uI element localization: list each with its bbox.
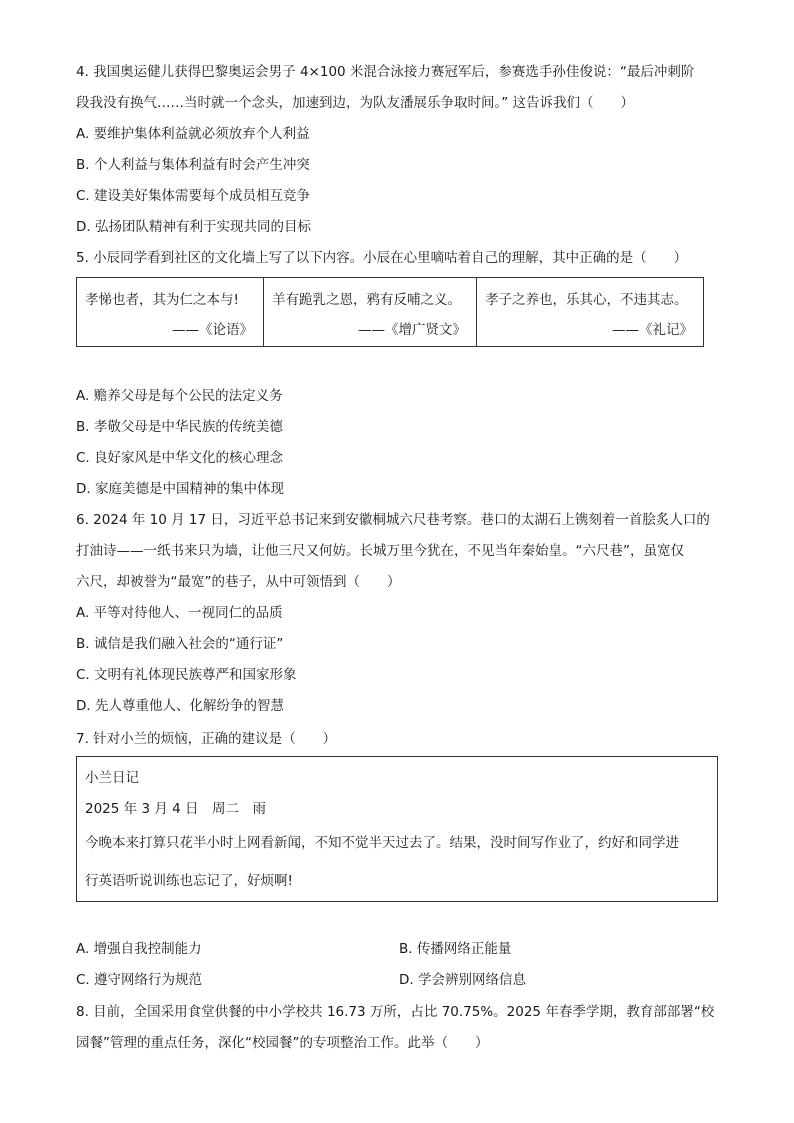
q5-cell-lunyu [77, 278, 264, 346]
q6-option-a: A. 平等对待他人、一视同仁的品质 [76, 605, 283, 621]
q4-option-c: C. 建设美好集体需要每个成员相互竞争 [76, 188, 311, 204]
q5-quote-table [76, 277, 704, 347]
q7-option-c: C. 遵守网络行为规范 [76, 972, 203, 988]
q7-diary-box [76, 756, 718, 902]
q8-stem-line2: 园餐”管理的重点任务，深化“校园餐”的专项整治工作。此举（ ） [76, 1035, 489, 1051]
q5-cell-liji [477, 278, 703, 346]
q5-source-3: ——《礼记》 [612, 322, 693, 338]
diary-line1: 今晚本来打算只花半小时上网看新闻，不知不觉半天过去了。结果，没时间写作业了，约好和同学进 [85, 835, 679, 851]
q7-stem: 7. 针对小兰的烦恼，正确的建议是（ ） [76, 731, 337, 747]
q5-option-b: B. 孝敬父母是中华民族的传统美德 [76, 419, 283, 435]
diary-title: 小兰日记 [85, 770, 139, 786]
q6-stem-line2: 打油诗——一纸书来只为墙，让他三尺又何妨。长城万里今犹在，不见当年秦始皇。“六尺巷”，虽宽仅 [76, 543, 684, 559]
q5-quote-3: 孝子之养也，乐其心，不违其志。 [485, 292, 688, 308]
q4-stem-line1: 4. 我国奥运健儿获得巴黎奥运会男子 4×100 米混合泳接力赛冠军后，参赛选手孙佳俊说：“最后冲刺阶 [76, 64, 695, 80]
q5-option-a: A. 赡养父母是每个公民的法定义务 [76, 388, 283, 404]
q5-option-d: D. 家庭美德是中国精神的集中体现 [76, 481, 284, 497]
q7-option-b: B. 传播网络正能量 [399, 941, 512, 957]
q4-option-a: A. 要维护集体利益就必须放弃个人利益 [76, 126, 310, 142]
diary-line2: 行英语听说训练也忘记了，好烦啊! [85, 873, 293, 889]
q4-option-b: B. 个人利益与集体利益有时会产生冲突 [76, 157, 310, 173]
q5-cell-zengguang [264, 278, 477, 346]
q7-option-a: A. 增强自我控制能力 [76, 941, 202, 957]
q5-quote-1: 孝悌也者，其为仁之本与! [85, 292, 239, 308]
q5-quote-2: 羊有跪乳之恩，鸦有反哺之义。 [272, 292, 461, 308]
q6-stem-line3: 六尺，却被誉为“最宽”的巷子，从中可领悟到（ ） [76, 574, 401, 590]
q4-option-d: D. 弘扬团队精神有利于实现共同的目标 [76, 219, 311, 235]
q8-stem-line1: 8. 目前，全国采用食堂供餐的中小学校共 16.73 万所，占比 70.75%。2025 年春季学期，教育部部署“校 [76, 1004, 715, 1020]
q5-source-1: ——《论语》 [172, 322, 253, 338]
q4-stem-line2: 段我没有换气……当时就一个念头，加速到边，为队友潘展乐争取时间。” 这告诉我们（ ） [76, 95, 635, 111]
q6-option-c: C. 文明有礼体现民族尊严和国家形象 [76, 667, 297, 683]
diary-date: 2025 年 3 月 4 日 周二 雨 [85, 801, 266, 817]
q6-stem-line1: 6. 2024 年 10 月 17 日，习近平总书记来到安徽桐城六尺巷考察。巷口的太湖石上镌刻着一首脍炙人口的 [76, 512, 710, 528]
q6-option-d: D. 先人尊重他人、化解纷争的智慧 [76, 698, 284, 714]
q5-source-2: ——《增广贤文》 [358, 322, 466, 338]
q5-stem: 5. 小辰同学看到社区的文化墙上写了以下内容。小辰在心里嘀咕着自己的理解，其中正确的是（ ） [76, 250, 688, 266]
q6-option-b: B. 诚信是我们融入社会的“通行证” [76, 636, 284, 652]
q5-option-c: C. 良好家风是中华文化的核心理念 [76, 450, 284, 466]
q7-option-d: D. 学会辨别网络信息 [399, 972, 526, 988]
